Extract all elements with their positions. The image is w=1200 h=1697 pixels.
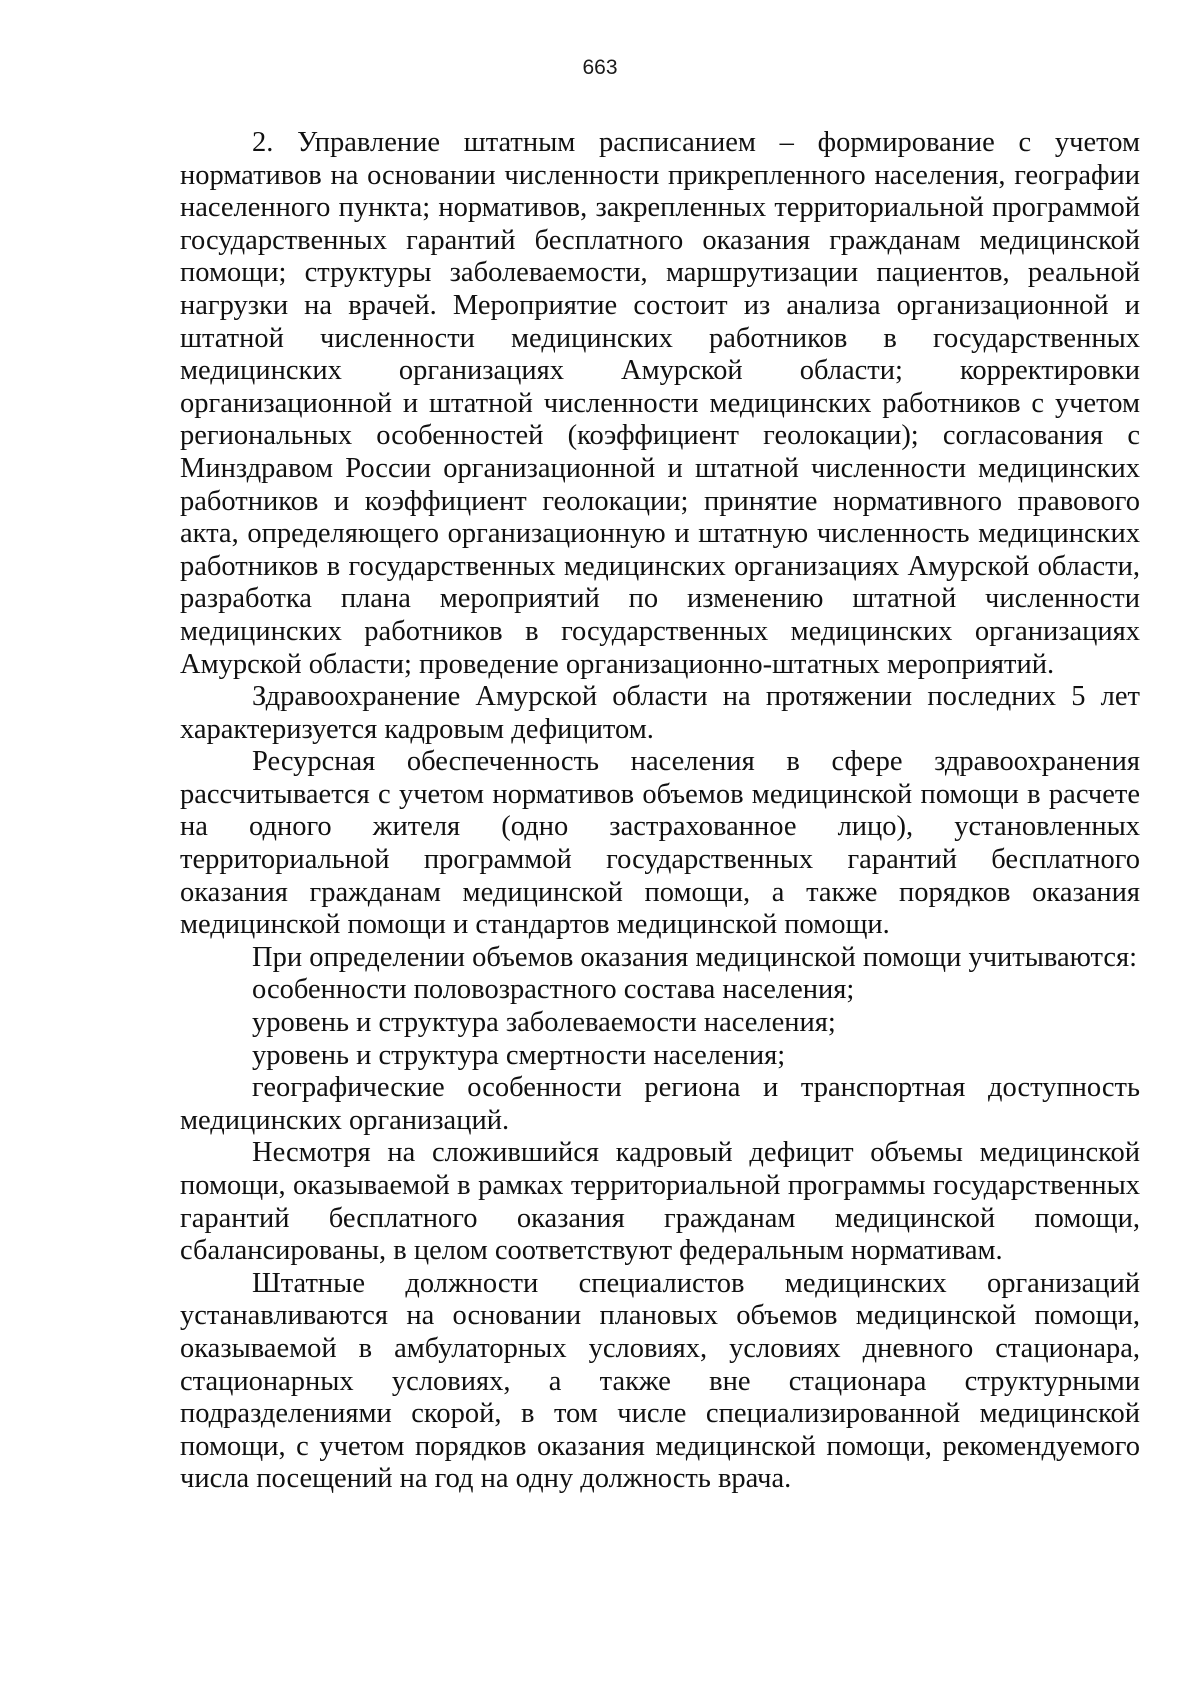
paragraph-staffing-management: 2. Управление штатным расписанием – формирование с учетом нормативов на основании численности прикрепленного населения, географии населенного пункта; нормативов, закрепленных территориальной программой государственных гарантий бесплатного оказания гражданам медицинской помощи; структуры заболеваемости, маршрутизации пациентов, реальной нагрузки на врачей. Мероприятие состоит из анализа организационной и штатной численности медицинских работников в государственных медицинских организациях Амурской области; корректировки организационной и штатной численности медицинских работников с учетом региональных особенностей (коэффициент геолокации); согласования с Минздравом России организационной и штатной численности медицинских работников и коэффициент геолокации; принятие нормативного правового акта, определяющего организационную и штатную численность медицинских работников в государственных медицинских организациях Амурской области, разработка плана мероприятий по изменению штатной численности медицинских работников в государственных медицинских организациях Амурской области; проведение организационно-штатных мероприятий. bbox=[180, 127, 1140, 680]
paragraph-resource-provision: Ресурсная обеспеченность населения в сфере здравоохранения рассчитывается с учетом нормативов объемов медицинской помощи в расчете на одного жителя (одно застрахованное лицо), установленных территориальной программой государственных гарантий бесплатного оказания гражданам медицинской помощи, а также порядков оказания медицинской помощи и стандартов медицинской помощи. bbox=[180, 746, 1140, 941]
list-item-geography-transport: географические особенности региона и транспортная доступность медицинских организаций. bbox=[180, 1072, 1140, 1136]
page-number: 663 bbox=[582, 56, 618, 79]
list-item-age-sex-composition: особенности половозрастного состава населения; bbox=[252, 974, 855, 1006]
list-item-mortality: уровень и структура смертности населения; bbox=[252, 1039, 786, 1071]
paragraph-balanced-volumes: Несмотря на сложившийся кадровый дефицит объемы медицинской помощи, оказываемой в рамках территориальной программы государственных гарантий бесплатного оказания гражданам медицинской помощи, сбалансированы, в целом соответствуют федеральным нормативам. bbox=[180, 1137, 1140, 1267]
paragraph-staff-positions: Штатные должности специалистов медицинских организаций устанавливаются на основании плановых объемов медицинской помощи, оказываемой в амбулаторных условиях, условиях дневного стационара, стационарных условиях, а также вне стационара структурными подразделениями скорой, в том числе специализированной медицинской помощи, с учетом порядков оказания медицинской помощи, рекомендуемого числа посещений на год на одну должность врача. bbox=[180, 1267, 1140, 1495]
list-item-morbidity: уровень и структура заболеваемости населения; bbox=[252, 1007, 836, 1039]
paragraph-staff-deficit: Здравоохранение Амурской области на протяжении последних 5 лет характеризуется кадровым дефицитом. bbox=[180, 681, 1140, 745]
document-body bbox=[180, 127, 1140, 1496]
paragraph-volume-factors-intro: При определении объемов оказания медицинской помощи учитываются: bbox=[252, 941, 1138, 973]
